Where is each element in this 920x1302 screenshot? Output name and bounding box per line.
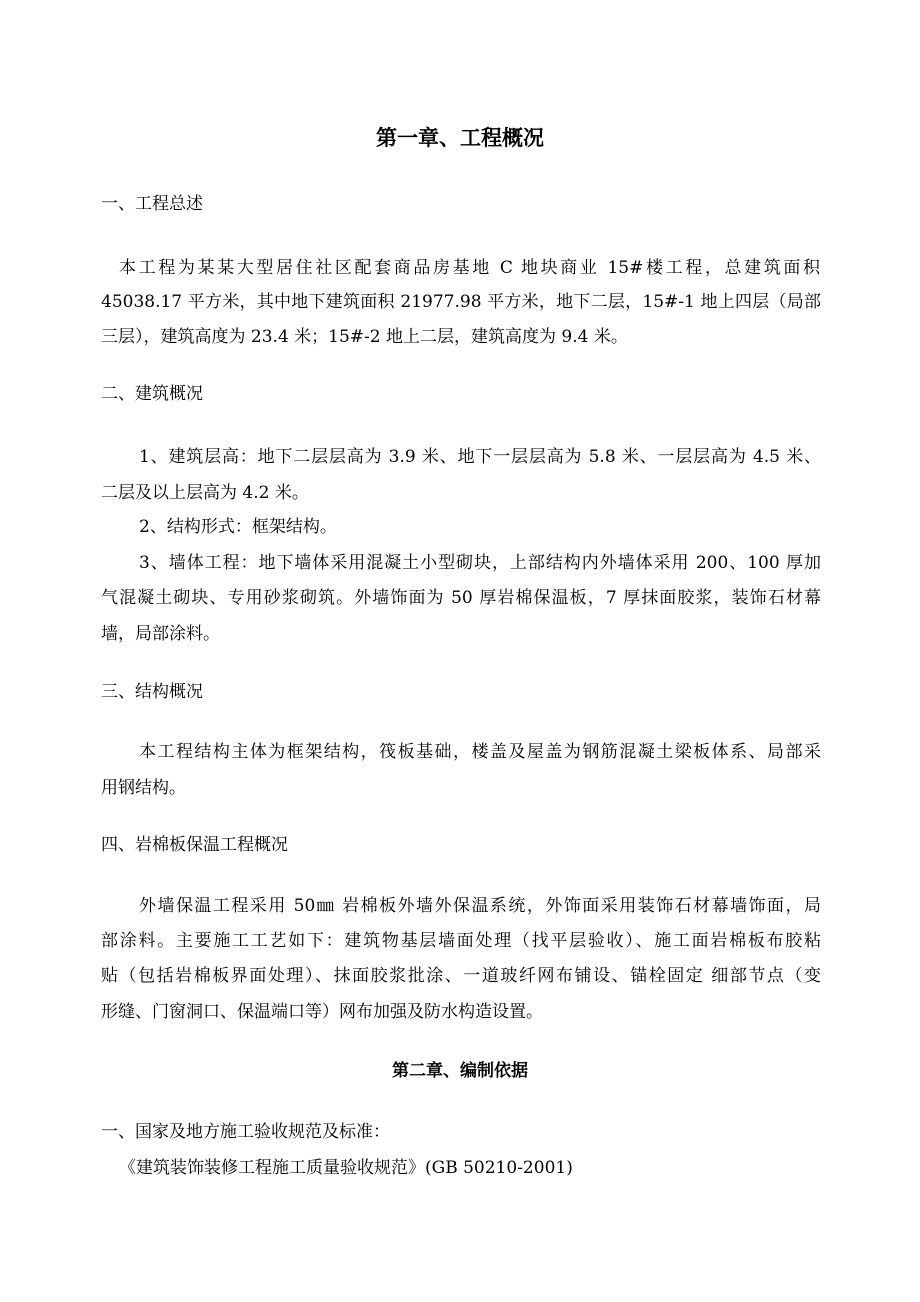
section-2-item-3-line-1: 3、墙体工程：地下墙体采用混凝土小型砌块，上部结构内外墙体采用 200、100 厚加 — [139, 553, 821, 573]
section-2-item-2: 2、结构形式：框架结构。 — [139, 517, 337, 537]
section-4-line-1: 外墙保温工程采用 50㎜ 岩棉板外墙外保温系统，外饰面采用装饰石材幕墙饰面，局 — [139, 896, 821, 916]
section-4-heading: 四、岩棉板保温工程概况 — [101, 835, 288, 855]
section-2-item-3-line-2: 气混凝土砌块、专用砂浆砌筑。外墙饰面为 50 厚岩棉保温板，7 厚抹面胶浆，装饰石材幕 — [101, 588, 821, 608]
section-1-line-3: 三层），建筑高度为 23.4 米；15#-2 地上二层，建筑高度为 9.4 米。 — [101, 327, 628, 347]
section-2-item-1-line-2: 二层及以上层高为 4.2 米。 — [101, 483, 309, 503]
section-4-line-3: 贴（包括岩棉板界面处理）、抹面胶浆批涂、一道玻纤网布铺设、锚栓固定 细部节点（变 — [101, 966, 821, 986]
section-3-line-1: 本工程结构主体为框架结构，筏板基础，楼盖及屋盖为钢筋混凝土梁板体系、局部采 — [139, 742, 821, 762]
section-2-item-1-line-1: 1、建筑层高：地下二层层高为 3.9 米、地下一层层高为 5.8 米、一层层高为 4.5 米、 — [139, 447, 821, 467]
section-1-line-1: 本工程为某某大型居住社区配套商品房基地 C 地块商业 15#楼工程，总建筑面积 — [119, 258, 820, 278]
section-4-line-4: 形缝、门窗洞口、保温端口等）网布加强及防水构造设置。 — [101, 1002, 543, 1022]
chapter-1-title: 第一章、工程概况 — [376, 126, 544, 150]
chapter-2-section-1-heading: 一、国家及地方施工验收规范及标准： — [101, 1122, 390, 1142]
section-3-line-2: 用钢结构。 — [101, 778, 186, 798]
section-2-item-3-line-3: 墙，局部涂料。 — [101, 624, 220, 644]
section-1-heading: 一、工程总述 — [101, 194, 203, 214]
chapter-2-title: 第二章、编制依据 — [392, 1061, 528, 1081]
section-4-line-2: 部涂料。主要施工工艺如下：建筑物基层墙面处理（找平层验收）、施工面岩棉板布胶粘 — [101, 931, 821, 951]
section-1-line-2: 45038.17 平方米，其中地下建筑面积 21977.98 平方米，地下二层，15#-1 地上四层（局部 — [101, 292, 821, 312]
section-3-heading: 三、结构概况 — [101, 682, 203, 702]
section-2-heading: 二、建筑概况 — [101, 384, 203, 404]
standard-item: 《建筑装饰装修工程施工质量验收规范》(GB 50210-2001) — [119, 1158, 573, 1178]
